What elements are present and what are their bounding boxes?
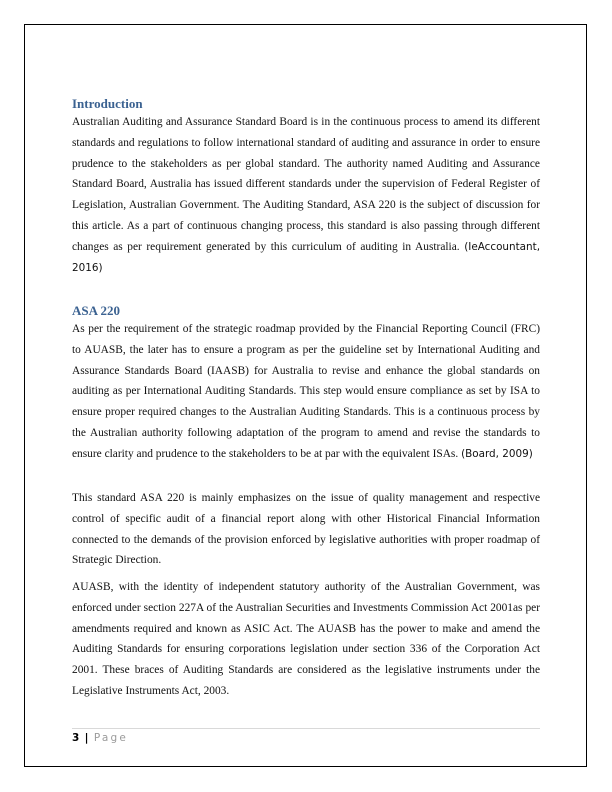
section-asa-220 [72,302,540,465]
paragraph-asa-220-quality: This standard ASA 220 is mainly emphasizes on the issue of quality management and respective control of specific audit of a financial report along with other Historical Financial Information connected to the demands of the provision enforced by legislative authorities with proper roadmap of Strategic Direction. [72,492,540,567]
section-introduction [72,95,540,278]
page-label: Page [93,732,129,744]
page-number: 3 [72,732,80,744]
page-footer [72,728,540,745]
paragraph-introduction [72,112,540,278]
heading-introduction: Introduction [72,96,143,111]
footer-separator: | [84,732,89,744]
heading-asa-220: ASA 220 [72,303,121,318]
paragraph-auasb-authority: AUASB, with the identity of independent statutory authority of the Australian Government, was enforced under section 227A of the Australian Securities and Investments Commission Act 2001as per amendments required and known as ASIC Act. The AUASB has the power to make and amend the Auditing Standards for ensuring corporations legislation under section 336 of the Corporation Act 2001. These braces of Auditing Standards are considered as the legislative instruments under the Legislative Instruments Act, 2003. [72,581,540,697]
paragraph-text: Australian Auditing and Assurance Standard Board is in the continuous process to amend its different standards and regulations to follow international standard of auditing and assurance in order to ensure prudence to the stakeholders as per global standard. The authority named Auditing and Assurance Standard Board, Australia has issued different standards under the supervision of Federal Register of Legislation, Australian Government. The Auditing Standard, ASA 220 is the subject of discussion for this article. As a part of continuous changing process, this standard is also passing through different changes as per requirement generated by this curriculum of auditing in Australia. [72,116,540,253]
paragraph-asa-220-roadmap [72,319,540,465]
paragraph-text: As per the requirement of the strategic roadmap provided by the Financial Reporting Council (FRC) to AUASB, the later has to ensure a program as per the guideline set by International Auditing and Assurance Standards Board (IAASB) for Australia to revise and enhance the global standards on auditing as per International Auditing Standards. This step would ensure compliance as set by ISA to ensure proper required changes to the Australian Auditing Standards. This is a continuous process by the Australian authority following adaptation of the program to amend and revise the standards to ensure clarity and prudence to the stakeholders to be at par with the equivalent ISAs. [72,323,540,460]
citation: (Board, 2009) [461,447,533,460]
citation: (IeAccountant, 2016) [72,240,540,274]
